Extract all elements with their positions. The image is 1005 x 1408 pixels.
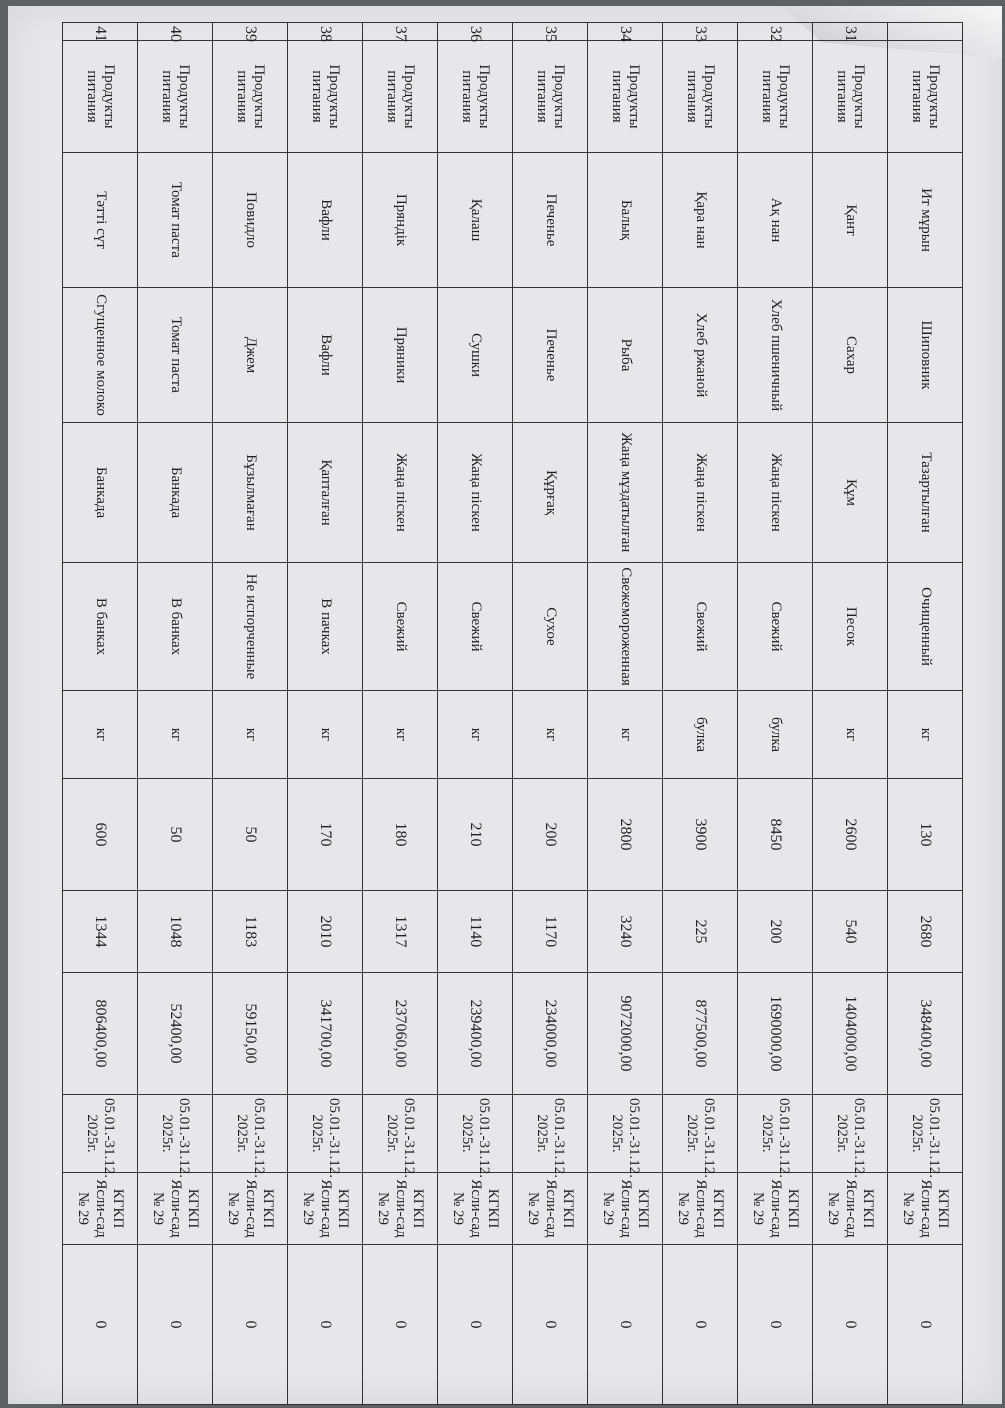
zero-cell: 0 [813,1245,888,1405]
characteristic-ru-cell: Очищенный [888,563,963,691]
row-number: 40 [138,23,213,41]
name-kz-cell: Балық [588,153,663,288]
name-kz-cell: Повидло [213,153,288,288]
name-kz-cell: Қара нан [663,153,738,288]
table-row [288,23,363,1405]
table-row [813,23,888,1405]
unit-cell: кг [438,691,513,779]
characteristic-ru-cell: Песок [813,563,888,691]
sum-cell: 9072000,00 [588,973,663,1095]
zero-cell: 0 [513,1245,588,1405]
row-number: 38 [288,23,363,41]
price-cell: 3240 [588,891,663,973]
table-row [513,23,588,1405]
category-cell: Продукты питания [663,41,738,153]
unit-cell: булка [663,691,738,779]
unit-cell: кг [363,691,438,779]
delivery-place-cell: КГКП Ясли-сад № 29 [738,1173,813,1245]
characteristic-kz-cell: Жаңа піскен [738,423,813,563]
sum-cell: 348400,00 [888,973,963,1095]
delivery-place-cell: КГКП Ясли-сад № 29 [813,1173,888,1245]
sum-cell: 237060,00 [363,973,438,1095]
name-ru-cell: Сахар [813,288,888,423]
quantity-cell: 200 [513,779,588,891]
name-ru-cell: Сушки [438,288,513,423]
characteristic-kz-cell: Жаңа піскен [363,423,438,563]
characteristic-ru-cell: Свежемороженная [588,563,663,691]
category-cell: Продукты питания [63,41,138,153]
characteristic-kz-cell: Банкада [63,423,138,563]
table-row [438,23,513,1405]
characteristic-ru-cell: Свежий [438,563,513,691]
name-kz-cell: Тәтті сүт [63,153,138,288]
unit-cell: кг [63,691,138,779]
name-ru-cell: Томат паста [138,288,213,423]
sum-cell: 52400,00 [138,973,213,1095]
name-kz-cell: Қалаш [438,153,513,288]
zero-cell: 0 [438,1245,513,1405]
zero-cell: 0 [63,1245,138,1405]
zero-cell: 0 [663,1245,738,1405]
quantity-cell: 50 [213,779,288,891]
price-cell: 1048 [138,891,213,973]
zero-cell: 0 [588,1245,663,1405]
delivery-place-cell: КГКП Ясли-сад № 29 [288,1173,363,1245]
unit-cell: кг [213,691,288,779]
characteristic-kz-cell: Құрғақ [513,423,588,563]
category-cell: Продукты питания [363,41,438,153]
period-cell: 05.01.-31.12. 2025г. [213,1095,288,1173]
name-kz-cell: Вафли [288,153,363,288]
zero-cell: 0 [738,1245,813,1405]
category-cell: Продукты питания [438,41,513,153]
table-row [138,23,213,1405]
name-ru-cell: Сгущенное молоко [63,288,138,423]
table-row [888,23,963,1405]
category-cell: Продукты питания [513,41,588,153]
sum-cell: 1404000,00 [813,973,888,1095]
characteristic-kz-cell: Құм [813,423,888,563]
table-row [588,23,663,1405]
row-number: 39 [213,23,288,41]
period-cell: 05.01.-31.12. 2025г. [888,1095,963,1173]
price-cell: 2010 [288,891,363,973]
sum-cell: 1690000,00 [738,973,813,1095]
row-number: 35 [513,23,588,41]
delivery-place-cell: КГКП Ясли-сад № 29 [63,1173,138,1245]
name-ru-cell: Хлеб ржаной [663,288,738,423]
name-ru-cell: Джем [213,288,288,423]
delivery-place-cell: КГКП Ясли-сад № 29 [213,1173,288,1245]
row-number: 33 [663,23,738,41]
table-row [363,23,438,1405]
unit-cell: булка [738,691,813,779]
row-number: 32 [738,23,813,41]
price-cell: 200 [738,891,813,973]
quantity-cell: 2600 [813,779,888,891]
category-cell: Продукты питания [588,41,663,153]
table-row [738,23,813,1405]
row-number: 37 [363,23,438,41]
unit-cell: кг [138,691,213,779]
period-cell: 05.01.-31.12. 2025г. [288,1095,363,1173]
row-number [888,23,963,41]
characteristic-ru-cell: В банках [63,563,138,691]
delivery-place-cell: КГКП Ясли-сад № 29 [363,1173,438,1245]
quantity-cell: 130 [888,779,963,891]
unit-cell: кг [288,691,363,779]
name-ru-cell: Пряники [363,288,438,423]
characteristic-ru-cell: В банках [138,563,213,691]
delivery-place-cell: КГКП Ясли-сад № 29 [663,1173,738,1245]
unit-cell: кг [813,691,888,779]
quantity-cell: 180 [363,779,438,891]
table-row [63,23,138,1405]
characteristic-ru-cell: Не испорченные [213,563,288,691]
name-kz-cell: Пряндік [363,153,438,288]
category-cell: Продукты питания [813,41,888,153]
quantity-cell: 3900 [663,779,738,891]
characteristic-ru-cell: Свежий [363,563,438,691]
quantity-cell: 50 [138,779,213,891]
procurement-table [62,22,963,1405]
sum-cell: 341700,00 [288,973,363,1095]
period-cell: 05.01.-31.12. 2025г. [363,1095,438,1173]
price-cell: 225 [663,891,738,973]
characteristic-ru-cell: Сухое [513,563,588,691]
name-kz-cell: Ит мұрын [888,153,963,288]
period-cell: 05.01.-31.12. 2025г. [813,1095,888,1173]
zero-cell: 0 [363,1245,438,1405]
name-kz-cell: Томат паста [138,153,213,288]
sum-cell: 239400,00 [438,973,513,1095]
name-kz-cell: Қант [813,153,888,288]
name-ru-cell: Шиповник [888,288,963,423]
price-cell: 1183 [213,891,288,973]
period-cell: 05.01.-31.12. 2025г. [438,1095,513,1173]
period-cell: 05.01.-31.12. 2025г. [513,1095,588,1173]
characteristic-kz-cell: Бұзылмаған [213,423,288,563]
zero-cell: 0 [888,1245,963,1405]
name-ru-cell: Вафли [288,288,363,423]
characteristic-ru-cell: Свежий [663,563,738,691]
row-number: 34 [588,23,663,41]
characteristic-kz-cell: Жаңа мұздатылған [588,423,663,563]
period-cell: 05.01.-31.12. 2025г. [588,1095,663,1173]
period-cell: 05.01.-31.12. 2025г. [63,1095,138,1173]
unit-cell: кг [888,691,963,779]
price-cell: 540 [813,891,888,973]
sum-cell: 59150,00 [213,973,288,1095]
category-cell: Продукты питания [213,41,288,153]
table-row [213,23,288,1405]
delivery-place-cell: КГКП Ясли-сад № 29 [513,1173,588,1245]
characteristic-kz-cell: Жаңа піскен [663,423,738,563]
sum-cell: 877500,00 [663,973,738,1095]
name-ru-cell: Хлеб пшеничный [738,288,813,423]
category-cell: Продукты питания [288,41,363,153]
category-cell: Продукты питания [888,41,963,153]
name-ru-cell: Рыба [588,288,663,423]
period-cell: 05.01.-31.12. 2025г. [738,1095,813,1173]
characteristic-kz-cell: Жаңа піскен [438,423,513,563]
period-cell: 05.01.-31.12. 2025г. [663,1095,738,1173]
quantity-cell: 600 [63,779,138,891]
delivery-place-cell: КГКП Ясли-сад № 29 [888,1173,963,1245]
characteristic-kz-cell: Қапталған [288,423,363,563]
name-kz-cell: Печенье [513,153,588,288]
zero-cell: 0 [213,1245,288,1405]
sum-cell: 234000,00 [513,973,588,1095]
quantity-cell: 210 [438,779,513,891]
price-cell: 1140 [438,891,513,973]
sum-cell: 806400,00 [63,973,138,1095]
quantity-cell: 8450 [738,779,813,891]
delivery-place-cell: КГКП Ясли-сад № 29 [438,1173,513,1245]
zero-cell: 0 [288,1245,363,1405]
characteristic-ru-cell: Свежий [738,563,813,691]
table-row [663,23,738,1405]
category-cell: Продукты питания [138,41,213,153]
category-cell: Продукты питания [738,41,813,153]
price-cell: 1317 [363,891,438,973]
characteristic-kz-cell: Банкада [138,423,213,563]
row-number: 31 [813,23,888,41]
unit-cell: кг [513,691,588,779]
zero-cell: 0 [138,1245,213,1405]
delivery-place-cell: КГКП Ясли-сад № 29 [138,1173,213,1245]
row-number: 36 [438,23,513,41]
characteristic-kz-cell: Тазартылған [888,423,963,563]
delivery-place-cell: КГКП Ясли-сад № 29 [588,1173,663,1245]
price-cell: 1170 [513,891,588,973]
price-cell: 1344 [63,891,138,973]
unit-cell: кг [588,691,663,779]
row-number: 41 [63,23,138,41]
price-cell: 2680 [888,891,963,973]
characteristic-ru-cell: В пачках [288,563,363,691]
period-cell: 05.01.-31.12. 2025г. [138,1095,213,1173]
quantity-cell: 2800 [588,779,663,891]
name-ru-cell: Печенье [513,288,588,423]
name-kz-cell: Ақ нан [738,153,813,288]
quantity-cell: 170 [288,779,363,891]
